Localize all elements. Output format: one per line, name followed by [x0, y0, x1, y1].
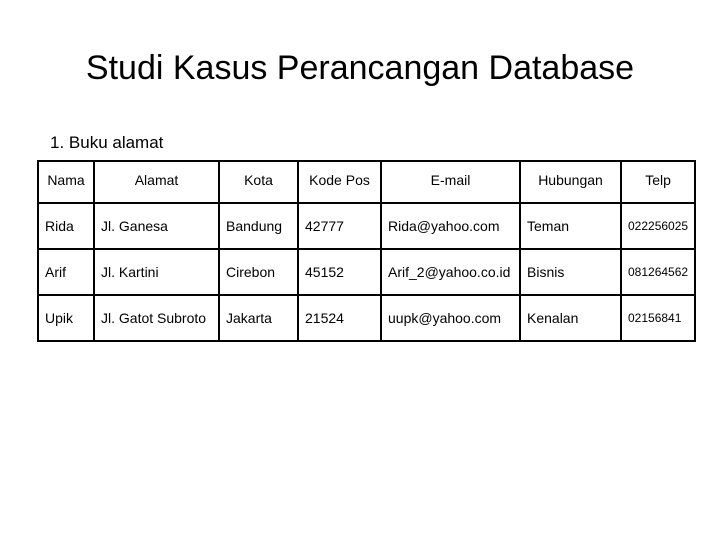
header-telp: Telp: [621, 161, 695, 203]
cell-email: uupk@yahoo.com: [381, 295, 520, 341]
section-subtitle: 1. Buku alamat: [50, 133, 164, 152]
address-book-table: [37, 160, 696, 342]
page-title: Studi Kasus Perancangan Database: [85, 49, 635, 87]
cell-hubungan: Teman: [520, 203, 621, 249]
cell-email: Rida@yahoo.com: [381, 203, 520, 249]
cell-alamat: Jl. Gatot Subroto: [94, 295, 219, 341]
cell-kota: Cirebon: [219, 249, 298, 295]
cell-hubungan: Kenalan: [520, 295, 621, 341]
cell-kode-pos: 45152: [298, 249, 381, 295]
cell-kode-pos: 42777: [298, 203, 381, 249]
cell-kota: Bandung: [219, 203, 298, 249]
cell-alamat: Jl. Kartini: [94, 249, 219, 295]
header-nama: Nama: [38, 161, 94, 203]
cell-email: Arif_2@yahoo.co.id: [381, 249, 520, 295]
table-row: [38, 203, 695, 249]
header-kota: Kota: [219, 161, 298, 203]
table-row: [38, 249, 695, 295]
cell-telp: 081264562: [621, 249, 695, 295]
cell-alamat: Jl. Ganesa: [94, 203, 219, 249]
cell-telp: 022256025: [621, 203, 695, 249]
cell-kode-pos: 21524: [298, 295, 381, 341]
header-kode-pos: Kode Pos: [298, 161, 381, 203]
table-row: [38, 295, 695, 341]
cell-telp: 02156841: [621, 295, 695, 341]
header-hubungan: Hubungan: [520, 161, 621, 203]
cell-hubungan: Bisnis: [520, 249, 621, 295]
header-alamat: Alamat: [94, 161, 219, 203]
table-header-row: [38, 161, 695, 203]
cell-nama: Rida: [38, 203, 94, 249]
cell-nama: Arif: [38, 249, 94, 295]
header-email: E-mail: [381, 161, 520, 203]
cell-kota: Jakarta: [219, 295, 298, 341]
cell-nama: Upik: [38, 295, 94, 341]
